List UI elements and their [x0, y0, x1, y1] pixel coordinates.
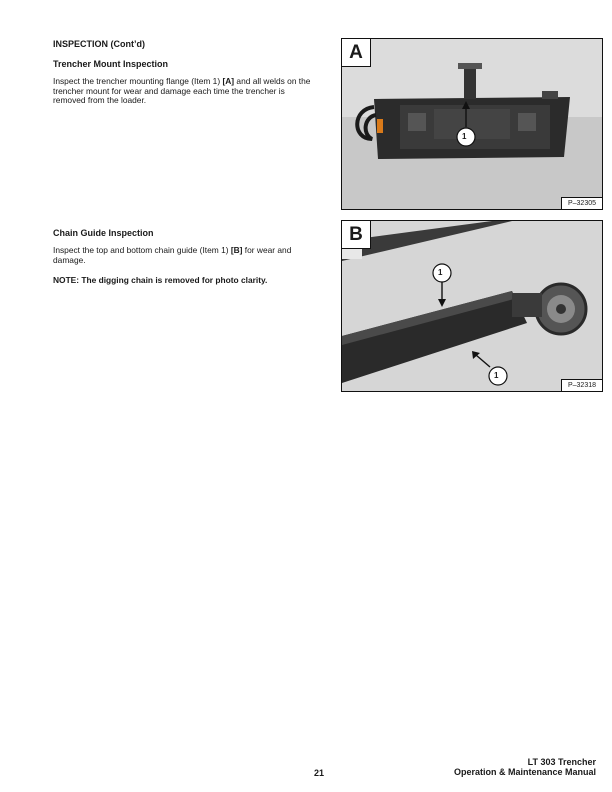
manual-title-line1: LT 303 Trencher [527, 757, 596, 767]
chain-guide-paragraph: Inspect the top and bottom chain guide (Item 1) [B] for wear and damage. [53, 245, 292, 265]
section-title: INSPECTION (Cont’d) [53, 39, 145, 49]
figure-b-callout-bottom: 1 [494, 371, 499, 380]
chain-guide-note: NOTE: The digging chain is removed for photo clarity. [53, 275, 268, 285]
trencher-mount-paragraph: Inspect the trencher mounting flange (Item 1) [A] and all welds on the trencher mount for wear and damage each time the trencher is removed from the loader. [53, 76, 311, 106]
figure-b [341, 220, 603, 392]
manual-title [454, 757, 596, 777]
chain-guide-heading: Chain Guide Inspection [53, 228, 154, 238]
figure-b-photo-id: P–32318 [561, 379, 602, 391]
figure-b-label: B [342, 221, 371, 249]
figure-a-label: A [342, 39, 371, 67]
trencher-mount-heading: Trencher Mount Inspection [53, 59, 169, 69]
figure-a-photo [342, 39, 602, 209]
manual-title-line2: Operation & Maintenance Manual [453, 767, 596, 777]
page-number: 21 [314, 768, 325, 778]
figure-b-photo [342, 221, 602, 391]
figure-a-photo-id: P–32305 [561, 197, 602, 209]
figure-a [341, 38, 603, 210]
figure-b-callout-top: 1 [438, 268, 443, 277]
figure-a-callout: 1 [462, 132, 467, 141]
